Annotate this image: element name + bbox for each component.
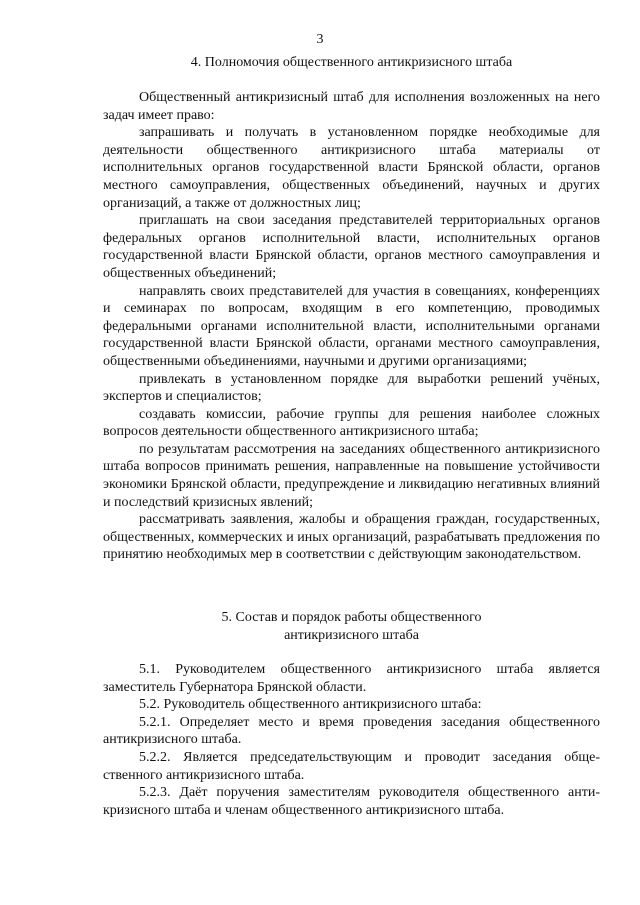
paragraph: создавать комиссии, рабочие группы для решения наиболее сложных вопросов деятельности общественного антикризисного штаба; — [103, 406, 600, 440]
section-4-heading-block — [103, 54, 600, 72]
paragraph: направлять своих представителей для участия в совещаниях, конференциях и семинарах по вопросам, входящим в его компетенцию, проводимых федеральными органами исполнительной власти, исполнительными органами государственной власти Брянской области, органами местного самоуправления, общественными объединениями, научными и другими организациями; — [103, 283, 600, 369]
section-4-heading: 4. Полномочия общественного антикризисного штаба — [190, 55, 513, 70]
paragraph: Общественный антикризисный штаб для исполнения возложенных на него задач имеет право: — [103, 90, 600, 123]
section-5-body — [103, 661, 600, 819]
paragraph: 5.2.2. Является председательствующим и проводит заседания общественного антикризисного штаба. — [103, 749, 600, 783]
section-5-heading-line-1: 5. Состав и порядок работы общественного — [221, 610, 482, 625]
page-number: 3 — [316, 32, 324, 47]
section-5-heading-line-2: антикризисного штаба — [284, 627, 419, 643]
paragraph: 5.2.3. Даёт поручения заместителям руководителя общественного антикризисного штаба и членам общественного антикризисного штаба. — [103, 785, 600, 818]
section-5-heading-block — [103, 609, 600, 644]
paragraph: привлекать в установленном порядке для выработки решений учёных, экспертов и специалистов; — [103, 371, 600, 405]
paragraph: приглашать на свои заседания представителей территориальных органов федеральных органов исполнительной власти, исполнительных органов государственной власти Брянской области, органов местного самоуправления и общественных объединений; — [103, 213, 600, 281]
paragraph: 5.2.1. Определяет место и время проведения заседания общественного антикризисного штаба. — [103, 714, 600, 748]
paragraph: 5.1. Руководителем общественного антикризисного штаба является заместитель Губернатора Брянской области. — [103, 662, 600, 695]
section-4-body — [103, 89, 600, 564]
paragraph: запрашивать и получать в установленном порядке необходимые для деятельности общественного антикризисного штаба материалы от исполнительных органов государственной власти Брянской области, органов местного самоуправления, общественных объединений, научных и других организаций, а также от должностных лиц; — [103, 125, 600, 211]
paragraph: по результатам рассмотрения на заседаниях общественного антикризисного штаба вопросов принимать решения, направленные на повышение устойчивости экономики Брянской области, предупреждение и ликвидацию негативных влияний и последствий кризисных явлений; — [103, 441, 600, 510]
paragraph: рассматривать заявления, жалобы и обращения граждан, государственных, общественных, коммерческих и иных организаций, разрабатывать предложения по принятию необходимых мер в соответствии с действующим законодательством. — [103, 512, 600, 563]
paragraph: 5.2. Руководитель общественного антикризисного штаба: — [139, 697, 482, 713]
